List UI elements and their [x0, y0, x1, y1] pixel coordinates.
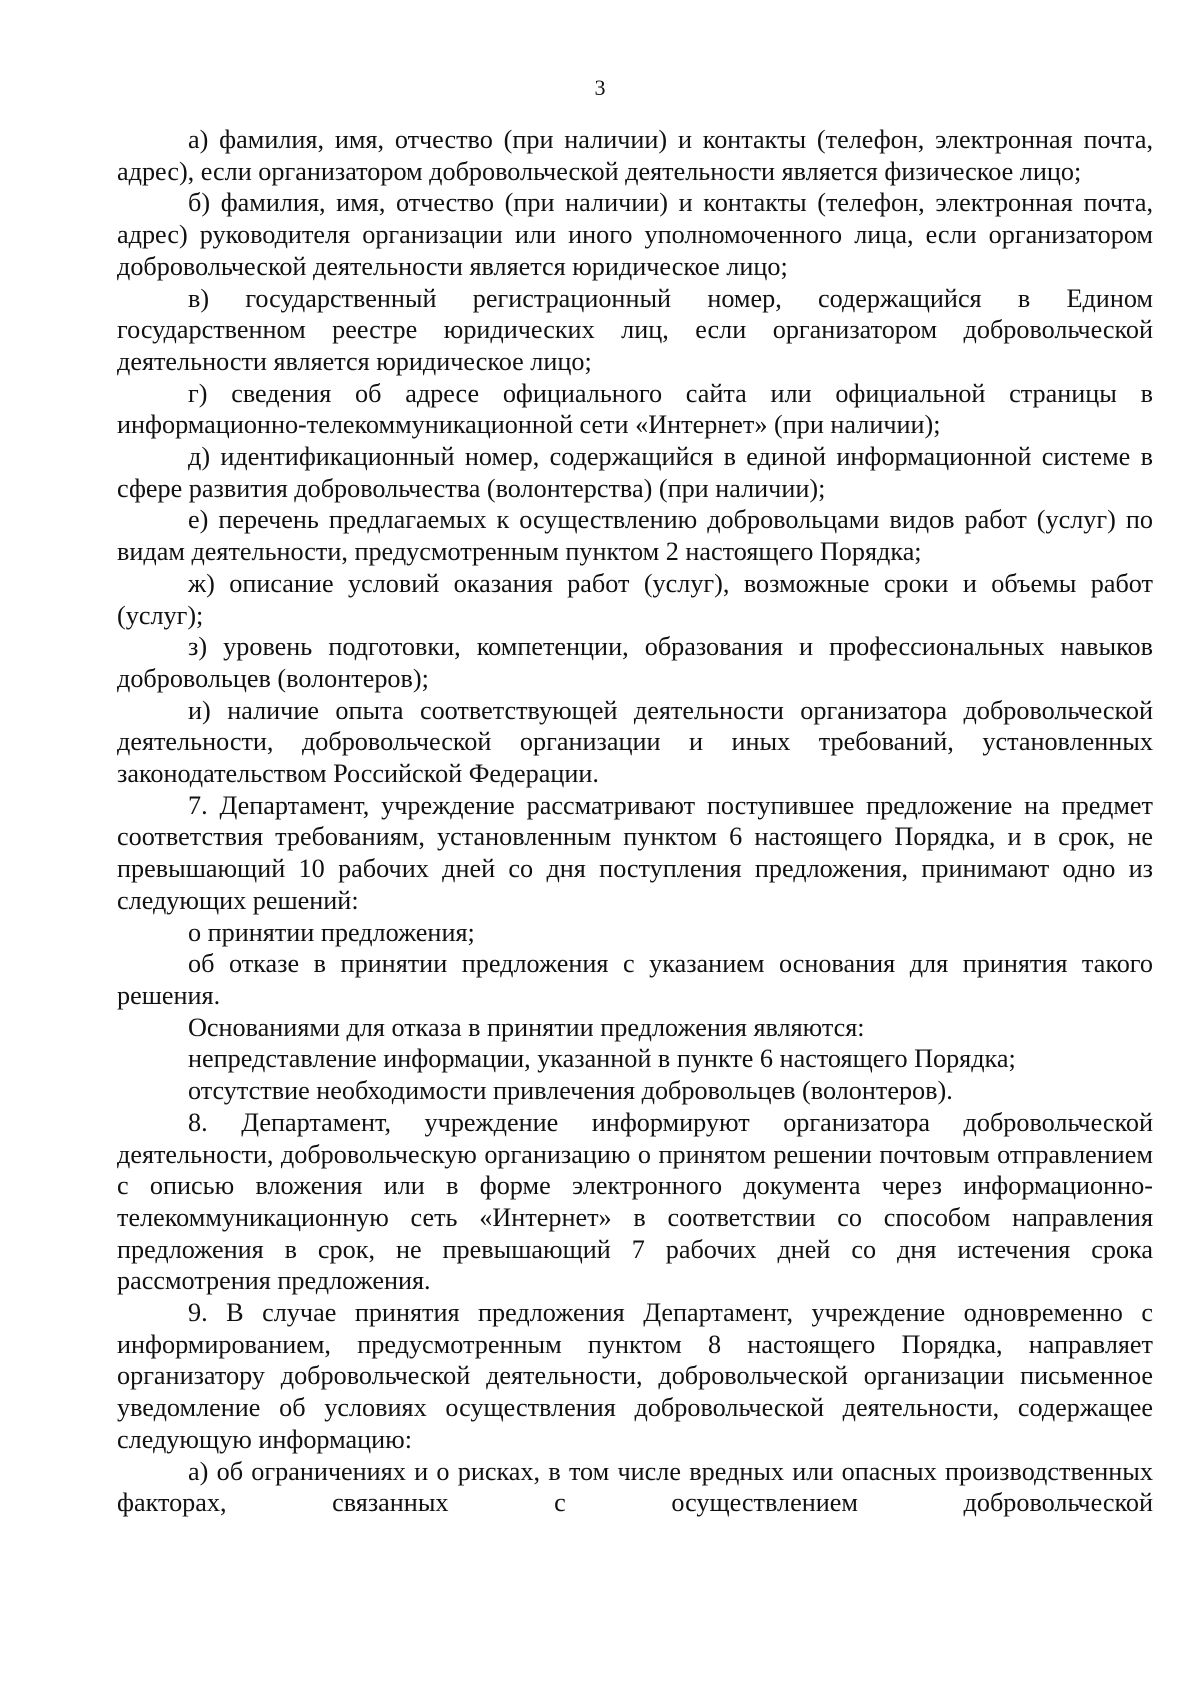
rejection-ground-missing-info: непредставление информации, указанной в пункте 6 настоящего Порядка; [188, 1044, 1016, 1074]
item-a-restrictions-and-risks: а) об ограничениях и о рисках, в том числе вредных или опасных производственных факторах, связанных с осуществлением добровольческой [117, 1456, 1153, 1518]
item-zh-work-conditions: ж) описание условий оказания работ (услуг), возможные сроки и объемы работ (услуг); [117, 568, 1153, 630]
document-body [117, 124, 1153, 1519]
rejection-grounds-heading: Основаниями для отказа в принятии предложения являются: [188, 1012, 865, 1042]
item-z-training-level: з) уровень подготовки, компетенции, образования и профессиональных навыков добровольцев (волонтеров); [117, 632, 1153, 693]
clause-7-review: 7. Департамент, учреждение рассматривают поступившее предложение на предмет соответствия требованиям, установленным пунктом 6 настоящего Порядка, и в срок, не превышающий 10 рабочих дней со дня поступления предложения, принимают одно из следующих решений: [117, 790, 1153, 915]
clause-8-notification: 8. Департамент, учреждение информируют организатора добровольческой деятельности, добровольческую организацию о принятом решении почтовым отправлением с описью вложения или в форме электронного документа через информационно-телекоммуникационную сеть «Интернет» в соответствии со способом направления предложения в срок, не превышающий 7 рабочих дней со дня истечения срока рассмотрения предложения. [117, 1107, 1153, 1296]
rejection-ground-no-need: отсутствие необходимости привлечения добровольцев (волонтеров). [188, 1076, 953, 1106]
decision-reject: об отказе в принятии предложения с указанием основания для принятия такого решения. [117, 949, 1153, 1010]
decision-accept: о принятии предложения; [188, 917, 475, 947]
item-g-website-info: г) сведения об адресе официального сайта или официальной страницы в информационно-телекоммуникационной сети «Интернет» (при наличии); [117, 378, 1153, 440]
item-e-work-types-list: е) перечень предлагаемых к осуществлению добровольцами видов работ (услуг) по видам деятельности, предусмотренным пунктом 2 настоящего Порядка; [117, 505, 1153, 567]
item-d-identification-number: д) идентификационный номер, содержащийся в единой информационной системе в сфере развития добровольчества (волонтерства) (при наличии); [117, 442, 1153, 503]
item-i-experience: и) наличие опыта соответствующей деятельности организатора добровольческой деятельности, добровольческой организации и иных требований, установленных законодательством Российской Федерации. [117, 695, 1153, 789]
item-b-legal-entity-head-contacts: б) фамилия, имя, отчество (при наличии) и контакты (телефон, электронная почта, адрес) руководителя организации или иного уполномоченного лица, если организатором добровольческой деятельности является юридическое лицо; [117, 188, 1153, 281]
page-number: 3 [594, 75, 606, 100]
item-a-individual-contacts: а) фамилия, имя, отчество (при наличии) и контакты (телефон, электронная почта, адрес), если организатором добровольческой деятельности является физическое лицо; [117, 125, 1153, 186]
item-v-registration-number: в) государственный регистрационный номер, содержащийся в Едином государственном реестре юридических лиц, если организатором добровольческой деятельности является юридическое лицо; [117, 283, 1153, 376]
clause-9-acceptance-notice: 9. В случае принятия предложения Департамент, учреждение одновременно с информированием, предусмотренным пунктом 8 настоящего Порядка, направляет организатору добровольческой деятельности, добровольческой организации письменное уведомление об условиях осуществления добровольческой деятельности, содержащее следующую информацию: [117, 1298, 1153, 1454]
